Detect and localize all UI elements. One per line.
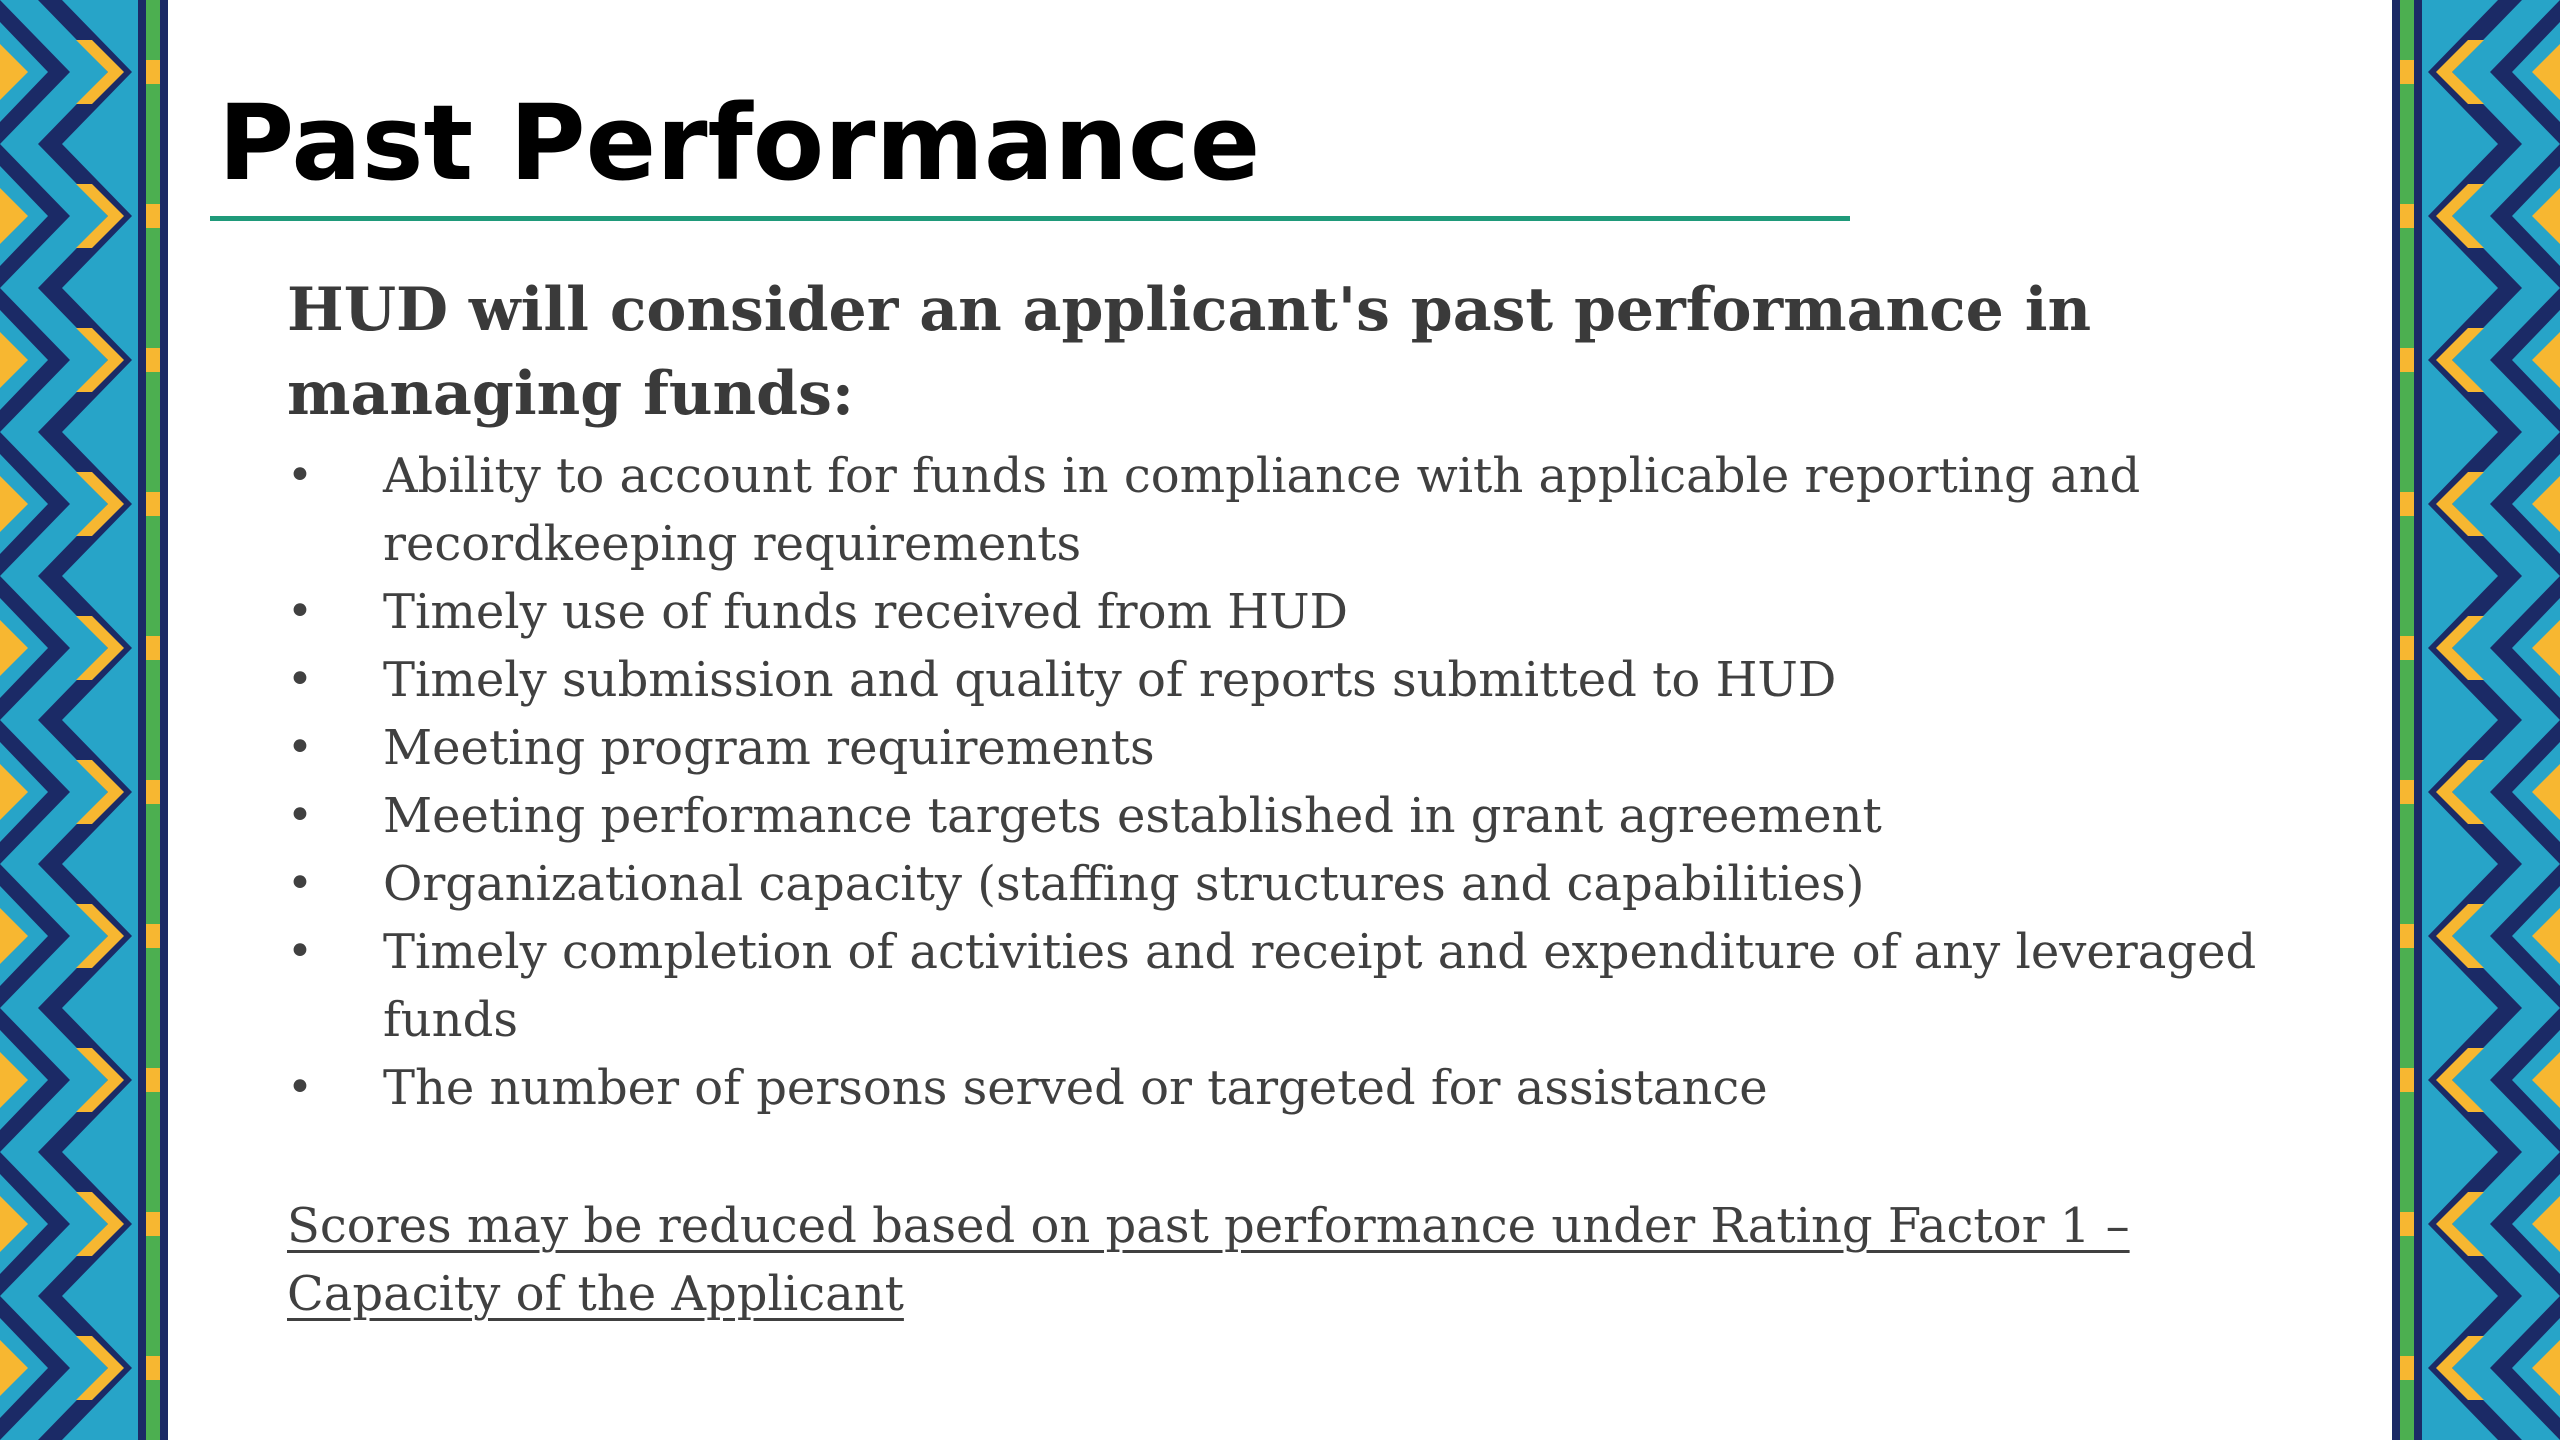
scoring-note: Scores may be reduced based on past performance under Rating Factor 1 – Capacity of the Applicant (287, 1198, 2130, 1322)
tribal-pattern-icon (2392, 0, 2560, 1440)
list-item (287, 782, 2307, 850)
slide-title: Past Performance (218, 82, 1261, 204)
list-item-text: Ability to account for funds in compliance with applicable reporting and recordkeeping requirements (383, 448, 2141, 572)
slide-content (287, 268, 2307, 1328)
list-item (287, 442, 2307, 578)
intro-heading: HUD will consider an applicant's past performance in managing funds: (287, 275, 2092, 429)
list-item (287, 646, 2307, 714)
list-item (287, 714, 2307, 782)
list-item-text: Meeting program requirements (383, 720, 1155, 776)
right-decorative-border (2392, 0, 2560, 1440)
bullet-icon: • (287, 926, 313, 977)
list-item (287, 1054, 2307, 1122)
list-item-text: Organizational capacity (staffing structures and capabilities) (383, 856, 1865, 912)
tribal-pattern-icon (0, 0, 168, 1440)
list-item-text: The number of persons served or targeted for assistance (383, 1060, 1768, 1116)
bullet-icon: • (287, 586, 313, 637)
title-underline-rule (210, 216, 1850, 221)
list-item-text: Timely use of funds received from HUD (383, 584, 1349, 640)
bullet-icon: • (287, 654, 313, 705)
list-item (287, 918, 2307, 1054)
bullet-icon: • (287, 722, 313, 773)
list-item (287, 578, 2307, 646)
list-item-text: Timely completion of activities and receipt and expenditure of any leveraged funds (383, 924, 2257, 1048)
left-decorative-border (0, 0, 168, 1440)
bullet-icon: • (287, 790, 313, 841)
bullet-icon: • (287, 450, 313, 501)
list-item-text: Timely submission and quality of reports submitted to HUD (383, 652, 1837, 708)
criteria-list (287, 442, 2307, 1122)
list-item-text: Meeting performance targets established in grant agreement (383, 788, 1882, 844)
bullet-icon: • (287, 858, 313, 909)
list-item (287, 850, 2307, 918)
bullet-icon: • (287, 1062, 313, 1113)
